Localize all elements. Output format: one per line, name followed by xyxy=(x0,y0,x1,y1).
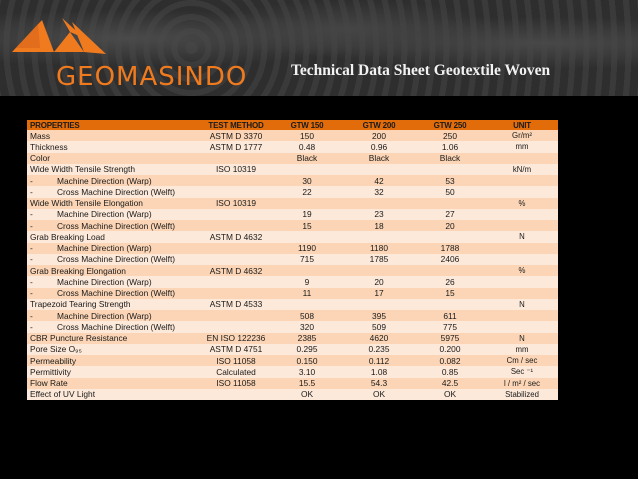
table-row xyxy=(27,153,558,164)
cell-gtw250: 250 xyxy=(414,130,486,141)
sub-item-dash: - xyxy=(30,209,33,220)
cell-gtw150: 2385 xyxy=(270,333,344,344)
cell-test-method xyxy=(202,175,270,186)
cell-gtw150: 3.10 xyxy=(270,366,344,377)
cell-gtw250: 20 xyxy=(414,220,486,231)
property-label: Wide Width Tensile Elongation xyxy=(30,198,143,209)
table-row xyxy=(27,366,558,377)
cell-gtw250 xyxy=(414,198,486,209)
cell-gtw200: 23 xyxy=(344,209,414,220)
cell-test-method xyxy=(202,288,270,299)
cell-property xyxy=(27,310,202,321)
cell-property xyxy=(27,141,202,152)
cell-gtw150: 508 xyxy=(270,310,344,321)
cell-property xyxy=(27,175,202,186)
cell-gtw250 xyxy=(414,299,486,310)
table-row xyxy=(27,130,558,141)
table-row xyxy=(27,276,558,287)
cell-unit: N xyxy=(486,333,558,344)
cell-gtw250: 0.082 xyxy=(414,355,486,366)
cell-unit: % xyxy=(486,198,558,209)
cell-gtw250: 611 xyxy=(414,310,486,321)
cell-gtw250: 1788 xyxy=(414,243,486,254)
cell-gtw200: 200 xyxy=(344,130,414,141)
cell-gtw250: 0.200 xyxy=(414,344,486,355)
cell-unit: N xyxy=(486,299,558,310)
cell-property xyxy=(27,389,202,400)
cell-gtw150: 1190 xyxy=(270,243,344,254)
cell-test-method: Calculated xyxy=(202,366,270,377)
table-row xyxy=(27,344,558,355)
cell-gtw250 xyxy=(414,265,486,276)
cell-unit xyxy=(486,310,558,321)
cell-unit: mm xyxy=(486,344,558,355)
cell-property xyxy=(27,231,202,242)
table-body xyxy=(27,130,558,400)
cell-test-method: ASTM D 4632 xyxy=(202,265,270,276)
property-label: Grab Breaking Elongation xyxy=(30,265,126,276)
table-row xyxy=(27,220,558,231)
cell-gtw150: 30 xyxy=(270,175,344,186)
sub-item-dash: - xyxy=(30,276,33,287)
cell-gtw200: 4620 xyxy=(344,333,414,344)
sub-item-dash: - xyxy=(30,175,33,186)
cell-gtw150: 19 xyxy=(270,209,344,220)
cell-gtw150 xyxy=(270,164,344,175)
property-label: Permittivity xyxy=(30,366,71,377)
property-label: Machine Direction (Warp) xyxy=(57,276,152,287)
property-label: Cross Machine Direction (Welft) xyxy=(57,186,176,197)
cell-gtw250: Black xyxy=(414,153,486,164)
data-sheet-table-container xyxy=(27,120,558,400)
cell-gtw200: 509 xyxy=(344,321,414,332)
header-divider xyxy=(0,96,638,98)
cell-property xyxy=(27,130,202,141)
table-header-row xyxy=(27,120,558,130)
cell-unit xyxy=(486,220,558,231)
table-row xyxy=(27,321,558,332)
cell-gtw200: 54.3 xyxy=(344,378,414,389)
table-row xyxy=(27,209,558,220)
cell-gtw200: 42 xyxy=(344,175,414,186)
cell-property xyxy=(27,186,202,197)
cell-gtw200: 1.08 xyxy=(344,366,414,377)
cell-gtw250: 27 xyxy=(414,209,486,220)
cell-gtw250: OK xyxy=(414,389,486,400)
cell-property xyxy=(27,344,202,355)
property-label: Color xyxy=(30,153,51,164)
cell-gtw200 xyxy=(344,265,414,276)
column-header-test-method: TEST METHOD xyxy=(202,120,270,130)
table-row xyxy=(27,333,558,344)
cell-gtw200: OK xyxy=(344,389,414,400)
table-row xyxy=(27,243,558,254)
sub-item-dash: - xyxy=(30,310,33,321)
property-label: Pore Size O₉₅ xyxy=(30,344,82,355)
cell-gtw200: Black xyxy=(344,153,414,164)
cell-gtw150: 0.150 xyxy=(270,355,344,366)
property-label: Wide Width Tensile Strength xyxy=(30,164,136,175)
column-header-gtw150: GTW 150 xyxy=(270,120,344,130)
cell-gtw250: 1.06 xyxy=(414,141,486,152)
cell-unit xyxy=(486,175,558,186)
cell-unit: N xyxy=(486,231,558,242)
cell-gtw250: 50 xyxy=(414,186,486,197)
cell-gtw200 xyxy=(344,231,414,242)
cell-test-method: ASTM D 1777 xyxy=(202,141,270,152)
sub-item-dash: - xyxy=(30,321,33,332)
cell-property xyxy=(27,333,202,344)
cell-gtw200 xyxy=(344,299,414,310)
cell-unit xyxy=(486,276,558,287)
cell-gtw150: 22 xyxy=(270,186,344,197)
cell-test-method: EN ISO 122236 xyxy=(202,333,270,344)
column-header-gtw250: GTW 250 xyxy=(414,120,486,130)
cell-unit xyxy=(486,209,558,220)
cell-test-method xyxy=(202,310,270,321)
cell-gtw250: 775 xyxy=(414,321,486,332)
property-label: Effect of UV Light xyxy=(30,389,96,400)
property-label: Machine Direction (Warp) xyxy=(57,209,152,220)
cell-test-method xyxy=(202,243,270,254)
cell-gtw150 xyxy=(270,299,344,310)
cell-unit xyxy=(486,288,558,299)
property-label: Machine Direction (Warp) xyxy=(57,243,152,254)
cell-gtw150: OK xyxy=(270,389,344,400)
cell-gtw200: 20 xyxy=(344,276,414,287)
cell-test-method xyxy=(202,209,270,220)
property-label: CBR Puncture Resistance xyxy=(30,333,128,344)
sub-item-dash: - xyxy=(30,288,33,299)
cell-gtw150: 11 xyxy=(270,288,344,299)
column-header-gtw200: GTW 200 xyxy=(344,120,414,130)
cell-unit xyxy=(486,321,558,332)
table-row xyxy=(27,389,558,400)
cell-unit xyxy=(486,243,558,254)
property-label: Cross Machine Direction (Welft) xyxy=(57,220,176,231)
table-row xyxy=(27,175,558,186)
cell-unit: kN/m xyxy=(486,164,558,175)
sub-item-dash: - xyxy=(30,220,33,231)
table-row xyxy=(27,164,558,175)
cell-test-method: ASTM D 4632 xyxy=(202,231,270,242)
cell-unit: l / m² / sec xyxy=(486,378,558,389)
sub-item-dash: - xyxy=(30,243,33,254)
cell-test-method xyxy=(202,186,270,197)
cell-gtw150 xyxy=(270,265,344,276)
table-row xyxy=(27,310,558,321)
cell-property xyxy=(27,243,202,254)
cell-gtw200: 1785 xyxy=(344,254,414,265)
property-label: Cross Machine Direction (Welft) xyxy=(57,254,176,265)
cell-gtw200: 395 xyxy=(344,310,414,321)
brand-logo xyxy=(10,14,260,94)
cell-property xyxy=(27,288,202,299)
table-row xyxy=(27,231,558,242)
cell-gtw150: 0.48 xyxy=(270,141,344,152)
sub-item-dash: - xyxy=(30,254,33,265)
cell-property xyxy=(27,355,202,366)
cell-gtw150: 15.5 xyxy=(270,378,344,389)
cell-test-method xyxy=(202,389,270,400)
table-row xyxy=(27,355,558,366)
property-label: Cross Machine Direction (Welft) xyxy=(57,321,176,332)
table-row xyxy=(27,378,558,389)
cell-test-method: ASTM D 3370 xyxy=(202,130,270,141)
cell-property xyxy=(27,276,202,287)
cell-property xyxy=(27,164,202,175)
cell-gtw250: 53 xyxy=(414,175,486,186)
cell-test-method xyxy=(202,254,270,265)
cell-test-method: ASTM D 4533 xyxy=(202,299,270,310)
cell-gtw250: 26 xyxy=(414,276,486,287)
cell-property xyxy=(27,378,202,389)
cell-gtw250: 0.85 xyxy=(414,366,486,377)
property-label: Machine Direction (Warp) xyxy=(57,310,152,321)
cell-gtw200: 0.96 xyxy=(344,141,414,152)
table-row xyxy=(27,141,558,152)
cell-property xyxy=(27,198,202,209)
cell-unit: Sec ⁻¹ xyxy=(486,366,558,377)
cell-unit: % xyxy=(486,265,558,276)
cell-gtw150: 150 xyxy=(270,130,344,141)
cell-gtw150: 9 xyxy=(270,276,344,287)
cell-test-method: ISO 10319 xyxy=(202,198,270,209)
cell-test-method: ISO 11058 xyxy=(202,378,270,389)
cell-gtw150: 0.295 xyxy=(270,344,344,355)
cell-gtw250: 42.5 xyxy=(414,378,486,389)
cell-unit: Cm / sec xyxy=(486,355,558,366)
cell-gtw150: Black xyxy=(270,153,344,164)
cell-gtw200 xyxy=(344,164,414,175)
property-label: Permeability xyxy=(30,355,77,366)
cell-gtw200: 18 xyxy=(344,220,414,231)
cell-property xyxy=(27,299,202,310)
cell-test-method: ISO 10319 xyxy=(202,164,270,175)
cell-unit xyxy=(486,153,558,164)
cell-gtw200: 1180 xyxy=(344,243,414,254)
table-row xyxy=(27,254,558,265)
cell-gtw200: 17 xyxy=(344,288,414,299)
cell-unit: Gr/m² xyxy=(486,130,558,141)
cell-gtw150 xyxy=(270,198,344,209)
cell-gtw200 xyxy=(344,198,414,209)
property-label: Mass xyxy=(30,130,51,141)
brand-name: GEOMASINDO xyxy=(56,62,248,92)
cell-property xyxy=(27,209,202,220)
cell-unit: Stabilized xyxy=(486,389,558,400)
cell-gtw250: 2406 xyxy=(414,254,486,265)
cell-property xyxy=(27,321,202,332)
cell-unit xyxy=(486,254,558,265)
cell-gtw250 xyxy=(414,164,486,175)
cell-unit: mm xyxy=(486,141,558,152)
cell-test-method: ASTM D 4751 xyxy=(202,344,270,355)
table-row xyxy=(27,186,558,197)
table-row xyxy=(27,265,558,276)
table-row xyxy=(27,198,558,209)
technical-data-table xyxy=(27,120,558,400)
table-row xyxy=(27,299,558,310)
cell-gtw200: 0.112 xyxy=(344,355,414,366)
cell-property xyxy=(27,366,202,377)
cell-gtw250: 15 xyxy=(414,288,486,299)
property-label: Flow Rate xyxy=(30,378,68,389)
cell-property xyxy=(27,153,202,164)
cell-property xyxy=(27,265,202,276)
property-label: Cross Machine Direction (Welft) xyxy=(57,288,176,299)
cell-gtw200: 32 xyxy=(344,186,414,197)
cell-gtw250 xyxy=(414,231,486,242)
cell-gtw150 xyxy=(270,231,344,242)
page-title: Technical Data Sheet Geotextile Woven xyxy=(291,62,551,79)
header-banner xyxy=(0,0,638,96)
column-header-unit: UNIT xyxy=(486,120,558,130)
sub-item-dash: - xyxy=(30,186,33,197)
property-label: Thickness xyxy=(30,141,68,152)
property-label: Trapezoid Tearing Strength xyxy=(30,299,131,310)
property-label: Machine Direction (Warp) xyxy=(57,175,152,186)
cell-property xyxy=(27,254,202,265)
property-label: Grab Breaking Load xyxy=(30,231,105,242)
cell-test-method xyxy=(202,321,270,332)
table-row xyxy=(27,288,558,299)
cell-gtw150: 320 xyxy=(270,321,344,332)
cell-property xyxy=(27,220,202,231)
cell-unit xyxy=(486,186,558,197)
cell-gtw200: 0.235 xyxy=(344,344,414,355)
cell-test-method: ISO 11058 xyxy=(202,355,270,366)
cell-test-method xyxy=(202,153,270,164)
cell-gtw150: 15 xyxy=(270,220,344,231)
cell-test-method xyxy=(202,220,270,231)
cell-gtw250: 5975 xyxy=(414,333,486,344)
cell-gtw150: 715 xyxy=(270,254,344,265)
cell-test-method xyxy=(202,276,270,287)
column-header-properties: PROPERTIES xyxy=(27,120,202,130)
